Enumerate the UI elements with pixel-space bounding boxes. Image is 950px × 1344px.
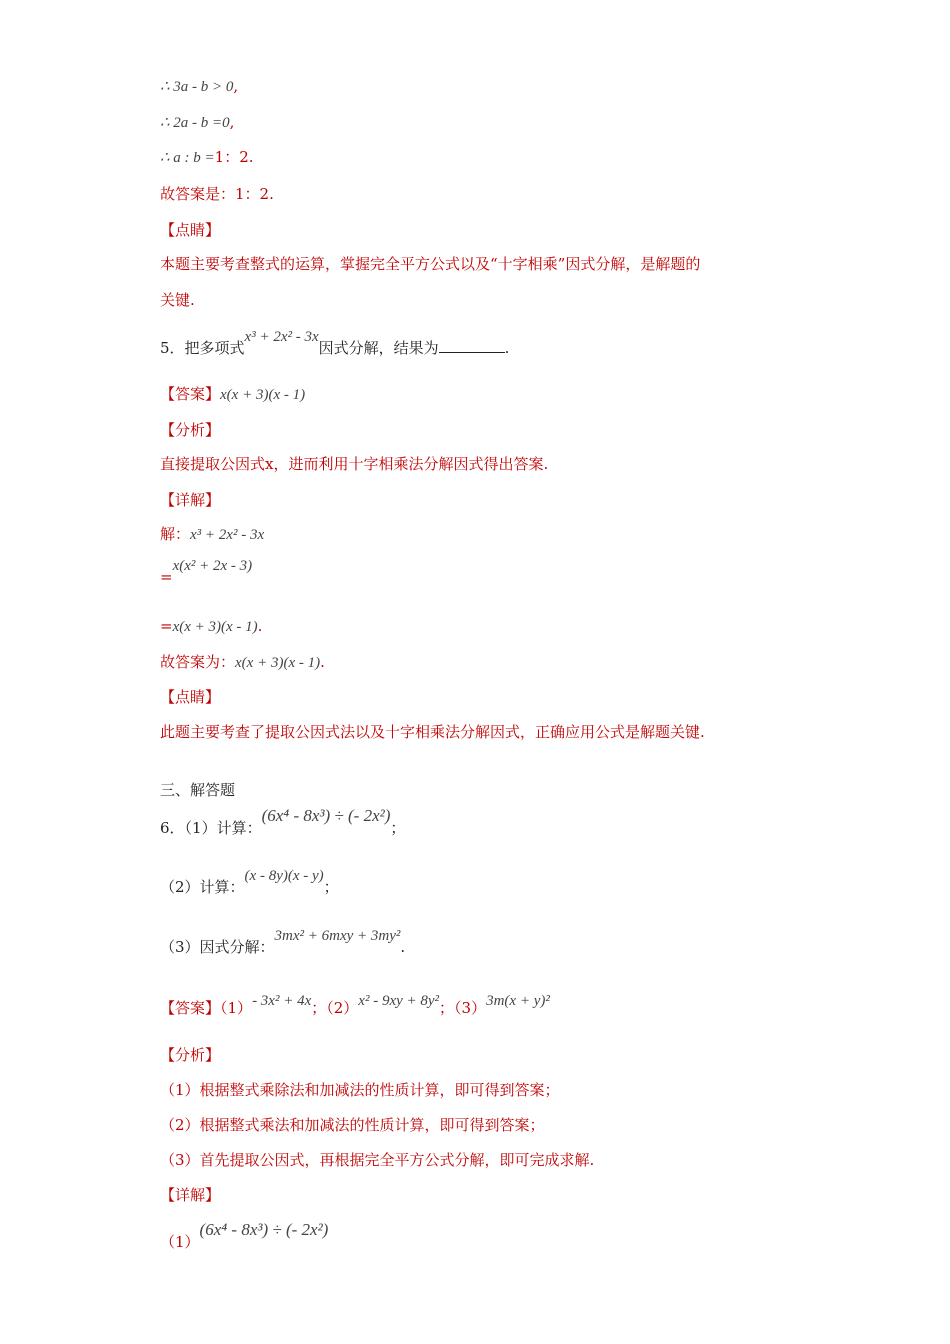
math-expression: x(x + 3)(x - 1) (235, 655, 321, 671)
math-expression: ∴ a : b = (160, 150, 215, 166)
tag-detail: 【详解】 (160, 491, 221, 509)
detail-line-1: （1）(6x⁴ - 8x³) ÷ (- 2x²) (160, 1220, 329, 1251)
math-expression: ∴ 2a - b =0 (160, 115, 230, 131)
answer-1: - 3x² + 4x (252, 993, 312, 1009)
q6-part-2: （2）计算：(x - 8y)(x - y)； (160, 868, 339, 896)
comment-line-2: 关键. (160, 291, 195, 309)
analysis-line-1: （1）根据整式乘除法和加减法的性质计算，即可得到答案； (160, 1081, 560, 1099)
answer-3: 3m(x + y)² (486, 993, 550, 1009)
tag-answer: 【答案】 (160, 999, 221, 1017)
analysis-line-2: （2）根据整式乘法和加减法的性质计算，即可得到答案； (160, 1116, 545, 1134)
tag-analysis: 【分析】 (160, 1046, 221, 1064)
final-answer: 故答案为：x(x + 3)(x - 1). (160, 653, 325, 671)
tag-dianjing: 【点睛】 (160, 688, 221, 706)
answer-2: x² - 9xy + 8y² (358, 993, 440, 1009)
math-expression: (6x⁴ - 8x³) ÷ (- 2x²) (199, 1220, 329, 1239)
tag-answer: 【答案】 (160, 385, 221, 403)
derivation-line-2: ∴ 2a - b =0, (160, 113, 235, 131)
derivation-line-1: ∴ 3a - b > 0, (160, 77, 239, 95)
analysis-text: 直接提取公因式x，进而利用十字相乘法分解因式得出答案. (160, 455, 549, 473)
math-expression: 3mx² + 6mxy + 3my² (274, 928, 401, 944)
tag-analysis: 【分析】 (160, 421, 221, 439)
question-expression: x³ + 2x² - 3x (244, 329, 319, 345)
derivation-line-3: ∴ a : b =1：2. (160, 148, 254, 166)
q6-part-1: 6．（1）计算：(6x⁴ - 8x³) ÷ (- 2x²)； (160, 806, 406, 837)
q6-answer: 【答案】（1）- 3x² + 4x；（2）x² - 9xy + 8y²；（3）3m(x + y)² (160, 993, 550, 1017)
math-expression: (x - 8y)(x - y) (244, 868, 324, 884)
question-prefix: 5．把多项式 (160, 339, 245, 357)
q6-part-3: （3）因式分解：3mx² + 6mxy + 3my². (160, 928, 406, 956)
answer-expression: x(x + 3)(x - 1) (220, 387, 306, 403)
analysis-line-3: （3）首先提取公因式，再根据完全平方公式分解，即可完成求解. (160, 1151, 595, 1169)
answer-line: 故答案是：1：2. (160, 185, 274, 203)
math-expression: (6x⁴ - 8x³) ÷ (- 2x²) (261, 806, 391, 825)
section-heading: 三、解答题 (160, 781, 236, 799)
math-expression: x(x + 3)(x - 1) (172, 619, 258, 635)
tag-dianjing: 【点睛】 (160, 221, 221, 239)
answer-blank (439, 338, 505, 353)
math-expression: x(x² + 2x - 3) (172, 558, 253, 574)
q5-answer (160, 384, 305, 405)
detail-step-2: =x(x² + 2x - 3) (160, 558, 253, 586)
math-expression: x³ + 2x² - 3x (190, 527, 265, 543)
question-5: 5．把多项式x³ + 2x² - 3x因式分解，结果为 . (160, 329, 510, 357)
tag-detail: 【详解】 (160, 1186, 221, 1204)
question-suffix: 因式分解，结果为 (318, 339, 439, 357)
comment-line-1: 本题主要考查整式的运算，掌握完全平方公式以及“十字相乘”因式分解，是解题的 (160, 255, 701, 273)
detail-step-1: 解：x³ + 2x² - 3x (160, 525, 265, 543)
comment-text: 此题主要考查了提取公因式法以及十字相乘法分解因式，正确应用公式是解题关键. (160, 723, 705, 741)
detail-step-3: =x(x + 3)(x - 1). (160, 617, 263, 635)
math-expression: ∴ 3a - b > 0 (160, 79, 234, 95)
